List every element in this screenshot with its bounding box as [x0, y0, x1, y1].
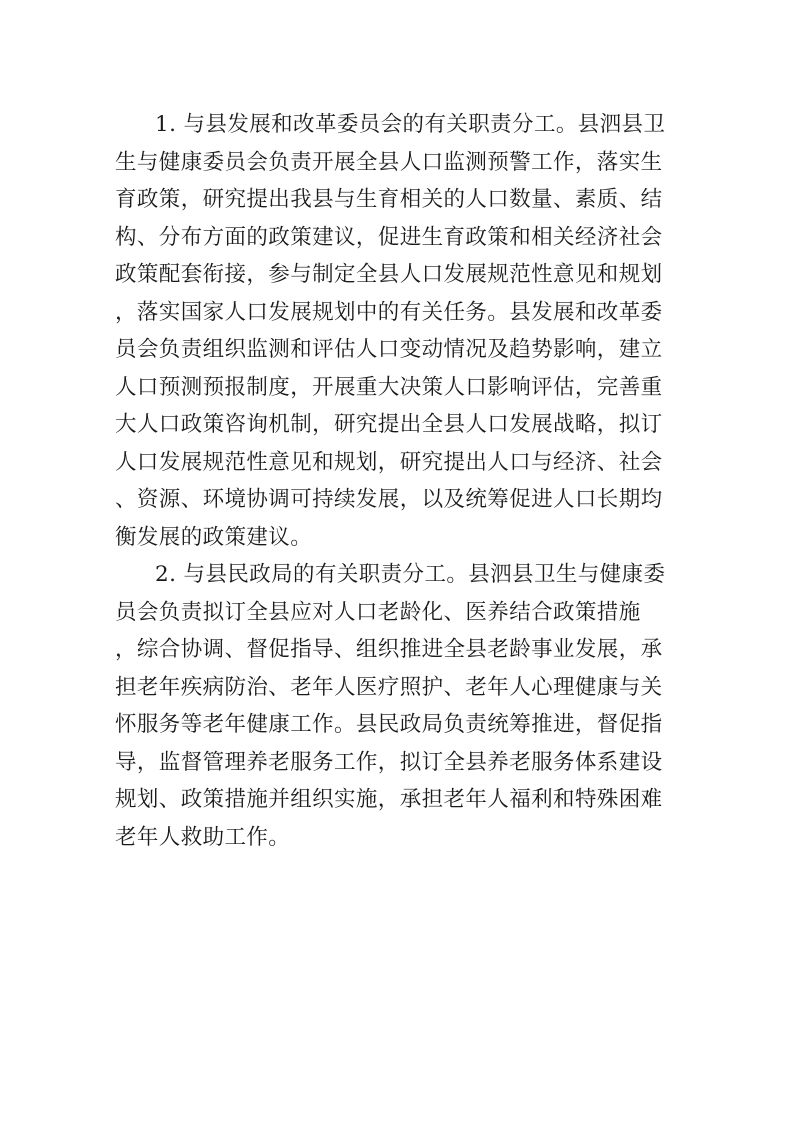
text-line: ，综合协调、督促指导、组织推进全县老龄事业发展，承	[115, 637, 663, 662]
text-line: 1. 与县发展和改革委员会的有关职责分工。县泗县卫	[155, 112, 666, 137]
text-line: 员会负责组织监测和评估人口变动情况及趋势影响，建立	[115, 337, 663, 362]
text-line: 育政策，研究提出我县与生育相关的人口数量、素质、结	[115, 187, 663, 212]
text-line: 导，监督管理养老服务工作，拟订全县养老服务体系建设	[115, 749, 663, 775]
text-line: 衡发展的政策建议。	[115, 524, 313, 550]
text-line: 政策配套衔接，参与制定全县人口发展规范性意见和规划	[115, 262, 663, 287]
text-line: 生与健康委员会负责开展全县人口监测预警工作，落实生	[115, 149, 663, 175]
text-line: 人口预测预报制度，开展重大决策人口影响评估，完善重	[115, 374, 663, 400]
text-line: 担老年疾病防治、老年人医疗照护、老年人心理健康与关	[115, 674, 663, 700]
text-line: ，落实国家人口发展规划中的有关任务。县发展和改革委	[115, 299, 663, 325]
text-line: 怀服务等老年健康工作。县民政局负责统筹推进，督促指	[115, 712, 663, 737]
text-line: 人口发展规范性意见和规划，研究提出人口与经济、社会	[115, 449, 663, 475]
text-line: 2. 与县民政局的有关职责分工。县泗县卫生与健康委	[155, 562, 666, 587]
text-line: 大人口政策咨询机制，研究提出全县人口发展战略，拟订	[115, 412, 663, 437]
text-line: 、资源、环境协调可持续发展，以及统筹促进人口长期均	[115, 487, 663, 512]
text-line: 规划、政策措施并组织实施，承担老年人福利和特殊困难	[115, 787, 663, 812]
paragraph-2-elderly-care-duties	[115, 556, 690, 856]
document-body	[115, 106, 690, 856]
text-line: 老年人救助工作。	[115, 824, 291, 850]
text-line: 构、分布方面的政策建议，促进生育政策和相关经济社会	[115, 224, 663, 250]
paragraph-1-population-duties	[115, 106, 690, 556]
text-line: 员会负责拟订全县应对人口老龄化、医养结合政策措施	[115, 599, 641, 625]
